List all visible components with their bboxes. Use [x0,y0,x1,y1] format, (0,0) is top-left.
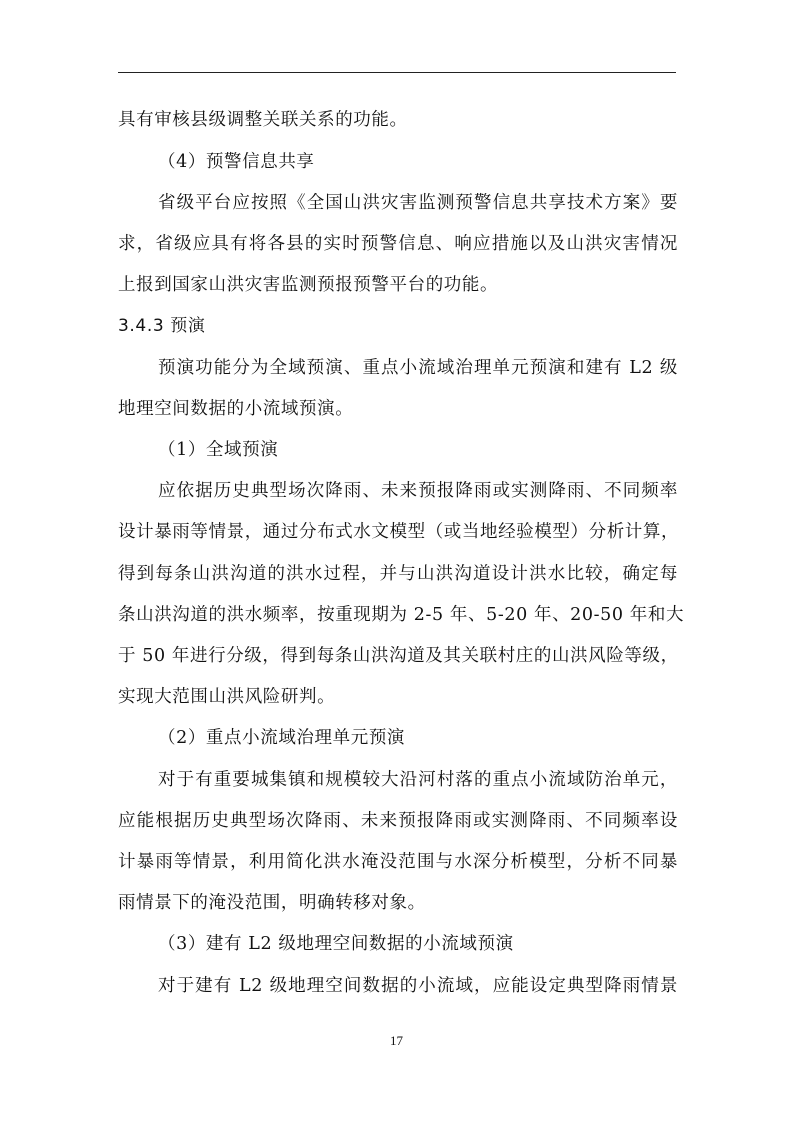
body-text-line: 得到每条山洪沟道的洪水过程，并与山洪沟道设计洪水比较，确定每 [118,564,678,584]
subsection-heading: （4）预警信息共享 [158,152,315,172]
body-text-line: 对于建有 L2 级地理空间数据的小流域，应能设定典型降雨情景 [158,976,678,996]
body-text-line: 对于有重要城集镇和规模较大沿河村落的重点小流域防治单元， [158,770,678,790]
body-text-line: 上报到国家山洪灾害监测预报预警平台的功能。 [118,275,499,295]
body-text-line: 应能根据历史典型场次降雨、未来预报降雨或实测降雨、不同频率设 [118,811,678,831]
body-text-line: 设计暴雨等情景，通过分布式水文模型（或当地经验模型）分析计算， [118,522,680,542]
body-text-line: 具有审核县级调整关联关系的功能。 [118,110,408,130]
subsection-heading: （3）建有 L2 级地理空间数据的小流域预演 [158,934,514,954]
subsection-heading: （1）全域预演 [158,440,279,460]
section-heading: 3.4.3 预演 [118,316,206,336]
header-rule [118,72,676,73]
body-text-line: 实现大范围山洪风险研判。 [118,687,336,707]
body-text-line: 应依据历史典型场次降雨、未来预报降雨或实测降雨、不同频率 [158,481,678,501]
subsection-heading: （2）重点小流域治理单元预演 [158,728,406,748]
body-text-line: 省级平台应按照《全国山洪灾害监测预警信息共享技术方案》要 [158,193,678,213]
body-text-line: 地理空间数据的小流域预演。 [118,399,354,419]
page-number: 17 [390,1033,403,1048]
body-text-line: 预演功能分为全域预演、重点小流域治理单元预演和建有 L2 级 [158,358,678,378]
body-text-line: 求，省级应具有将各县的实时预警信息、响应措施以及山洪灾害情况 [118,234,678,254]
body-text-line: 雨情景下的淹没范围，明确转移对象。 [118,893,426,913]
body-text-line: 计暴雨等情景，利用简化洪水淹没范围与水深分析模型，分析不同暴 [118,852,678,872]
body-text-line: 于 50 年进行分级，得到每条山洪沟道及其关联村庄的山洪风险等级， [118,646,679,666]
body-text-line: 条山洪沟道的洪水频率，按重现期为 2-5 年、5-20 年、20-50 年和大 [118,605,685,625]
